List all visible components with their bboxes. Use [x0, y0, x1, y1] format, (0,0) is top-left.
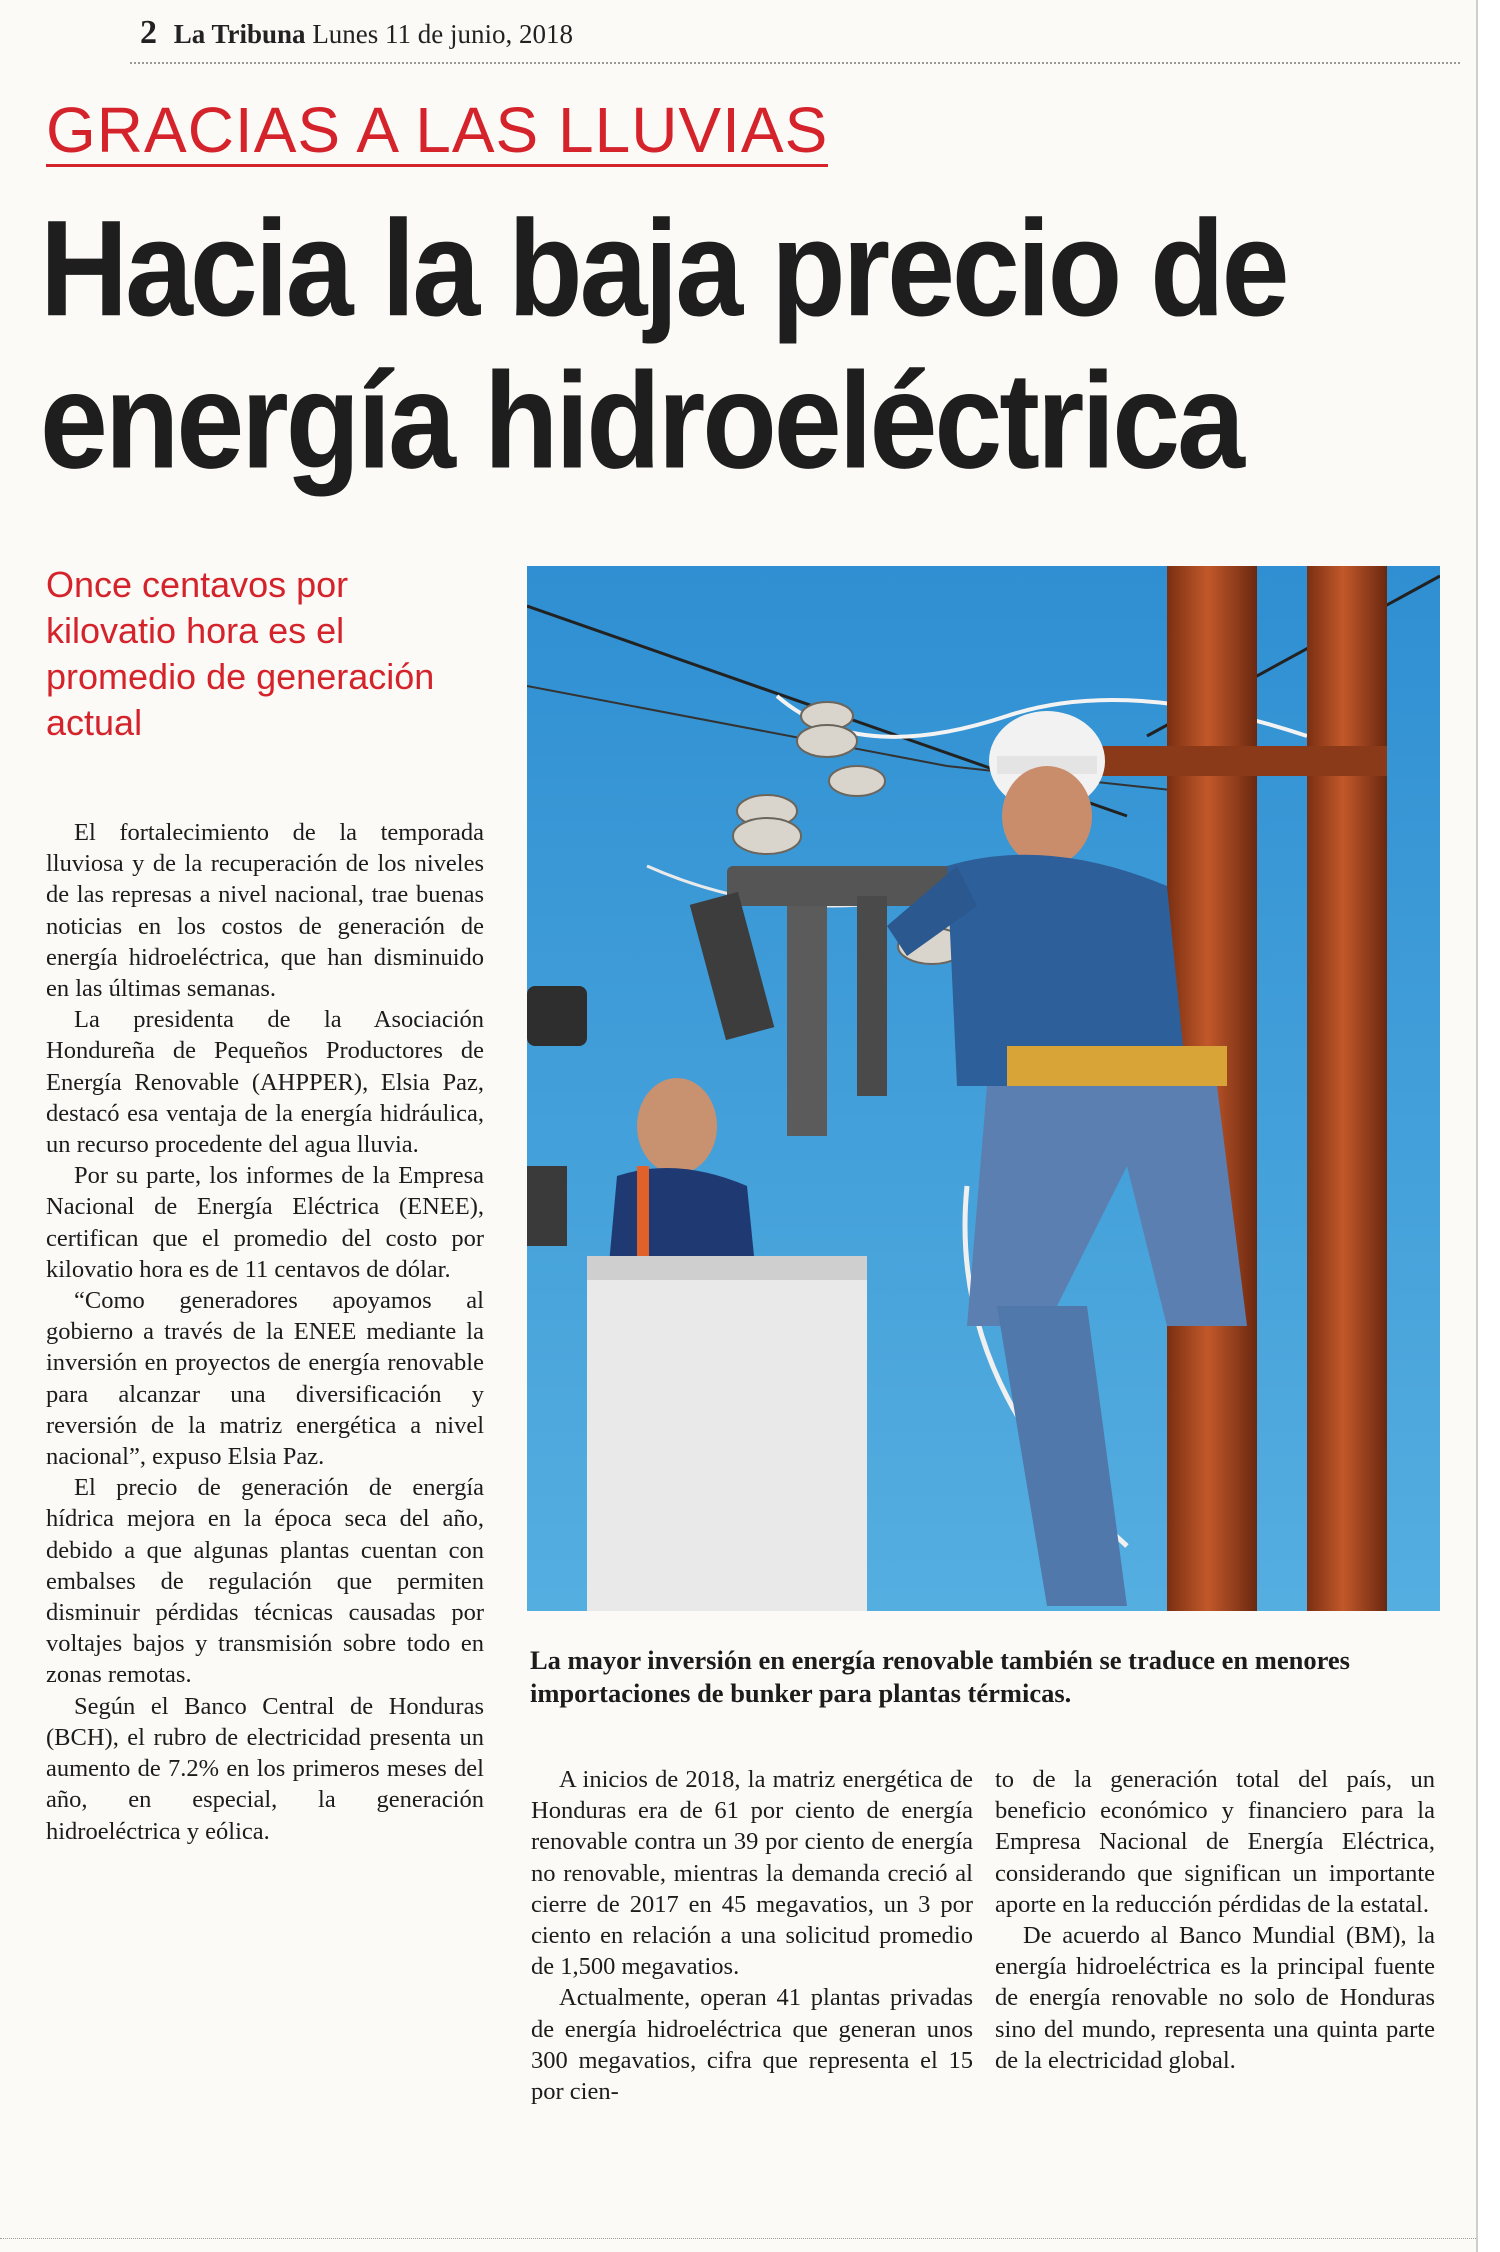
paragraph: A inicios de 2018, la matriz energética de Honduras era de 61 por ciento de energía renovable contra un 39 por ciento de energía no renovable, mientras la demanda creció al cierre de 2017 en 45 megavatios, un 3 por ciento en relación a una solicitud promedio de 1,500 megavatios. [531, 1766, 973, 1981]
header-rule [130, 62, 1460, 64]
page-number: 2 [140, 14, 157, 51]
paragraph: “Como generadores apoyamos al gobierno a través de la ENEE mediante la inversión en proyectos de energía renovable para alcanzar una diversificación y reversión de la matriz energética a nivel nacional”, expuso Elsia Paz. [46, 1287, 484, 1471]
headline [40, 192, 1460, 497]
paragraph: El fortalecimiento de la temporada lluviosa y de la recuperación de los niveles de las represas a nivel nacional, trae buenas noticias en los costos de generación de energía hidroeléctrica, que han disminuido en las últimas semanas. [46, 819, 484, 1003]
page-folio [140, 14, 573, 52]
body-column-2 [531, 1764, 973, 2107]
headline-line-2: energía hidroeléctrica [40, 344, 1242, 497]
paragraph: Según el Banco Central de Honduras (BCH), el rubro de electricidad presenta un aumento de 7.2% en los primeros meses del año, en especial, la generación hidroeléctrica y eólica. [46, 1692, 484, 1845]
paragraph: to de la generación total del país, un beneficio económico y financiero para la Empresa Nacional de Energía Eléctrica, considerando que significan un importante aporte en la reducción pérdidas de la estatal. [995, 1766, 1435, 1918]
linemen-on-utility-pole-photo [527, 566, 1440, 1611]
paragraph: De acuerdo al Banco Mundial (BM), la energía hidroeléctrica es la principal fuente de energía renovable no solo de Honduras sino del mundo, representa una quinta parte de la electricidad global. [995, 1922, 1435, 2074]
footer-rule [0, 2238, 1476, 2239]
headline-line-1: Hacia la baja precio de [40, 192, 1287, 345]
body-column-1 [46, 817, 484, 1847]
paragraph: Por su parte, los informes de la Empresa Nacional de Energía Eléctrica (ENEE), certifican que el promedio del costo por kilovatio hora es de 11 centavos de dólar. [46, 1162, 484, 1283]
kicker: GRACIAS A LAS LLUVIAS [46, 94, 829, 166]
deck-subheading: Once centavos por kilovatio hora es el promedio de generación actual [46, 564, 435, 743]
paragraph: El precio de generación de energía hídrica mejora en la época seca del año, debido a que algunas plantas cuentan con embalses de regulación que permiten disminuir pérdidas técnicas causadas por voltajes bajos y transmisión sobre todo en zonas remotas. [46, 1474, 484, 1689]
newspaper-name: La Tribuna [173, 19, 306, 49]
paragraph: La presidenta de la Asociación Hondureña de Pequeños Productores de Energía Renovable (AHPPER), Elsia Paz, destacó esa ventaja de la energía hidráulica, un recurso procedente del agua lluvia. [46, 1006, 484, 1159]
body-column-3 [995, 1764, 1435, 2076]
photo-illustration [527, 566, 1440, 1611]
issue-date: Lunes 11 de junio, 2018 [312, 19, 574, 49]
paragraph: Actualmente, operan 41 plantas privadas de energía hidroeléctrica que generan unos 300 megavatios, cifra que representa el 15 por cien- [531, 1984, 973, 2106]
photo-caption: La mayor inversión en energía renovable también se traduce en menores importaciones de bunker para plantas térmicas. [530, 1645, 1350, 1708]
